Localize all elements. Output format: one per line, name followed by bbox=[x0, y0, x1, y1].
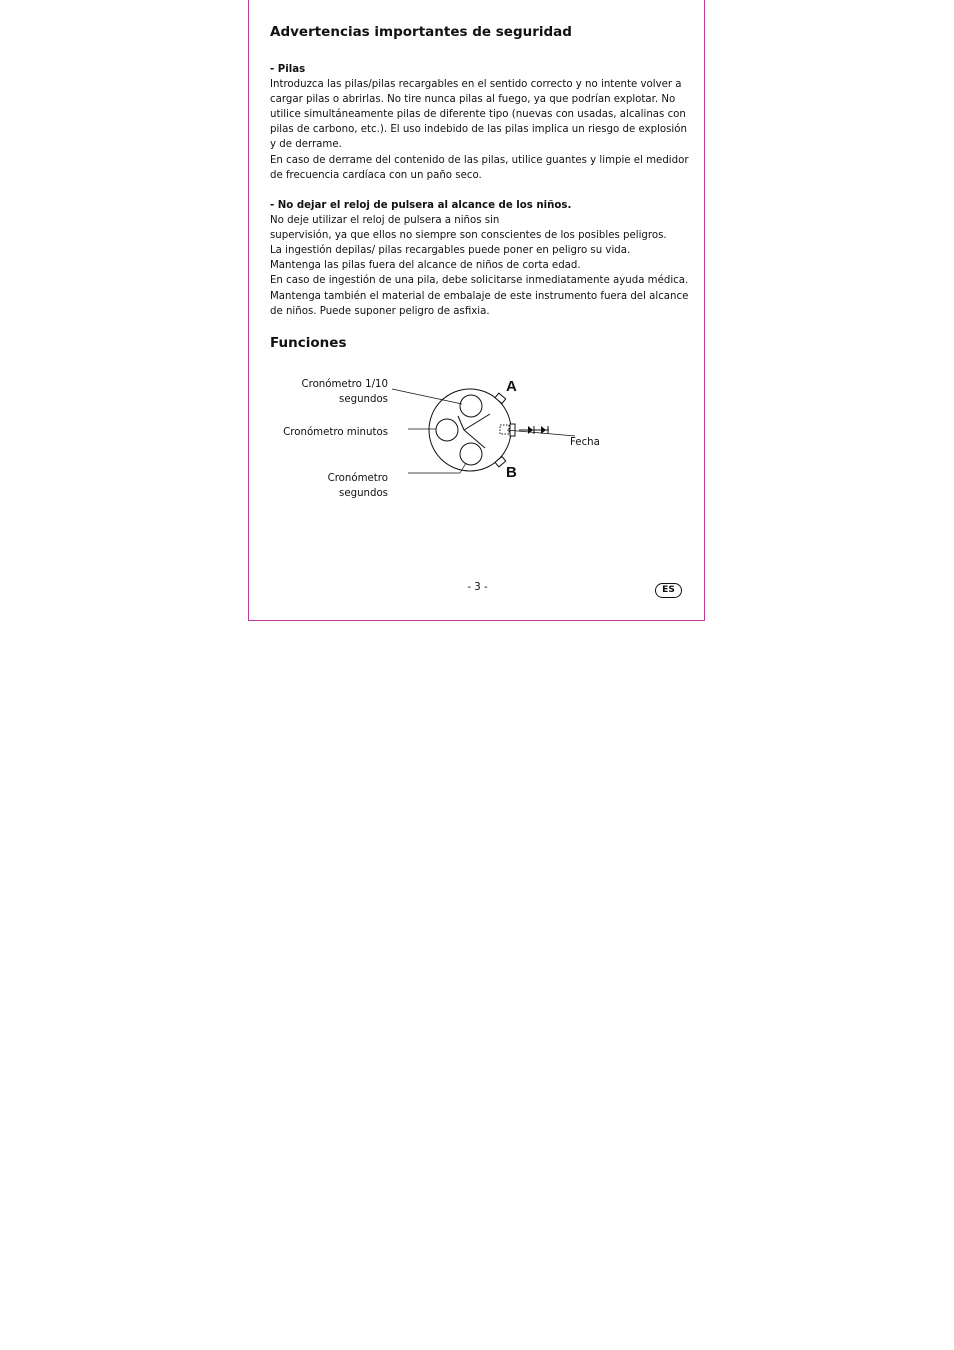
watch-hand bbox=[458, 416, 464, 430]
paragraph-line: En caso de derrame del contenido de las pilas, utilice guantes y limpie el medidor bbox=[270, 154, 689, 166]
section-title-ninos: - No dejar el reloj de pulsera al alcance de los niños. bbox=[270, 200, 572, 211]
leader-line-tenth bbox=[392, 389, 462, 404]
paragraph-line: Mantenga también el material de embalaje de este instrumento fuera del alcance bbox=[270, 290, 689, 302]
paragraph-line: y de derrame. bbox=[270, 139, 342, 151]
paragraph-line: No deje utilizar el reloj de pulsera a niños sin bbox=[270, 215, 500, 227]
label-tenth-line2: segundos bbox=[339, 394, 388, 405]
date-window bbox=[500, 425, 509, 434]
paragraph-line: de frecuencia cardíaca con un paño seco. bbox=[270, 169, 482, 181]
button-a-shape bbox=[495, 393, 506, 403]
section-heading-funciones: Funciones bbox=[270, 335, 347, 351]
paragraph-line: pilas de carbono, etc.). El uso indebido de las pilas implica un riesgo de explosión bbox=[270, 124, 687, 136]
label-tenth-seconds bbox=[280, 377, 388, 407]
label-seconds-line2: segundos bbox=[339, 488, 388, 499]
button-b-label: B bbox=[506, 464, 517, 481]
label-minutes: Cronómetro minutos bbox=[283, 427, 388, 438]
leader-line-seconds bbox=[460, 463, 466, 473]
paragraph-line: de niños. Puede suponer peligro de asfixia. bbox=[270, 305, 490, 317]
watch-diagram bbox=[0, 0, 954, 640]
subdial-minutes bbox=[436, 419, 458, 441]
paragraph-line: Introduzca las pilas/pilas recargables en el sentido correcto y no intente volver a bbox=[270, 79, 682, 91]
button-a-label: A bbox=[506, 378, 517, 395]
arrow-icon bbox=[528, 426, 533, 434]
watch-hand bbox=[464, 430, 485, 448]
label-tenth-line1: Cronómetro 1/10 bbox=[301, 379, 388, 390]
paragraph-line: cargar pilas o abrirlas. No tire nunca pilas al fuego, ya que podrían explotar. No bbox=[270, 94, 676, 106]
paragraph-line: Mantenga las pilas fuera del alcance de niños de corta edad. bbox=[270, 260, 581, 272]
subdial-tenth-seconds bbox=[460, 395, 482, 417]
page-title: Advertencias importantes de seguridad bbox=[270, 24, 572, 40]
language-badge: ES bbox=[655, 583, 682, 598]
label-seconds bbox=[280, 471, 388, 501]
paragraph-line: En caso de ingestión de una pila, debe solicitarse inmediatamente ayuda médica. bbox=[270, 275, 689, 287]
label-date: Fecha bbox=[570, 437, 600, 448]
subdial-seconds bbox=[460, 443, 482, 465]
button-b-shape bbox=[495, 456, 506, 466]
page-number: - 3 - bbox=[467, 582, 488, 593]
paragraph-line: supervisión, ya que ellos no siempre son conscientes de los posibles peligros. bbox=[270, 230, 667, 242]
section-title-pilas: - Pilas bbox=[270, 64, 306, 75]
label-seconds-line1: Cronómetro bbox=[327, 473, 388, 484]
paragraph-line: La ingestión depilas/ pilas recargables puede poner en peligro su vida. bbox=[270, 245, 631, 257]
paragraph-line: utilice simultáneamente pilas de diferente tipo (nuevas con usadas, alcalinas con bbox=[270, 109, 686, 121]
